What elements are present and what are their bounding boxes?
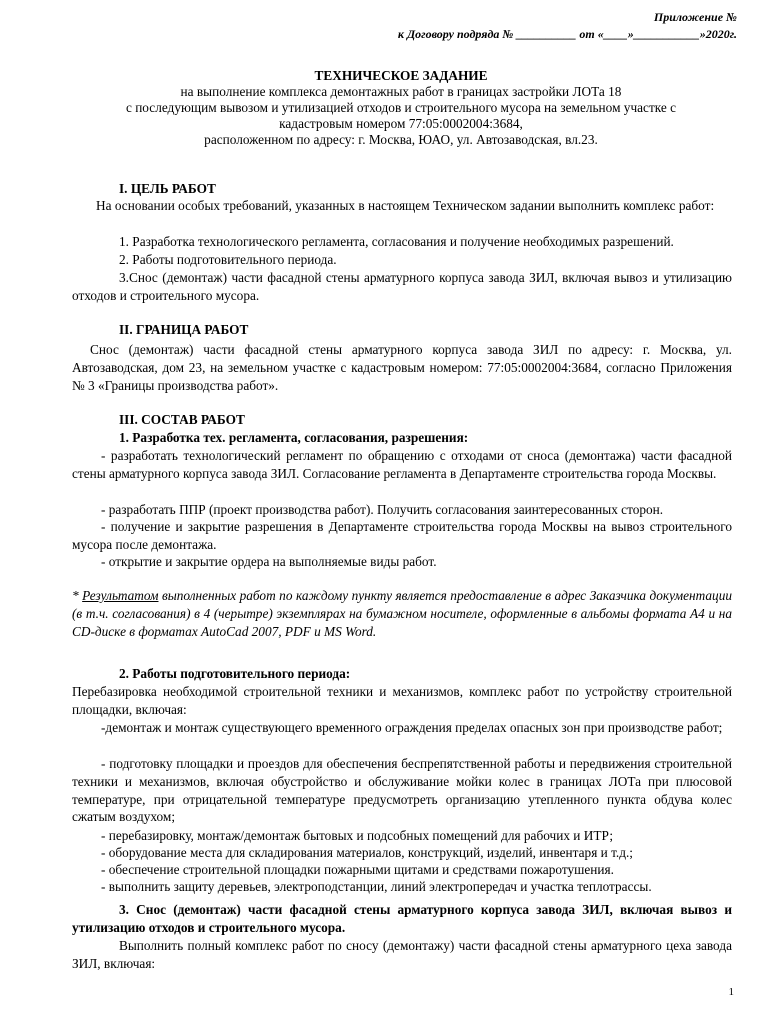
subsection-2-item-1: -демонтаж и монтаж существующего временного ограждения пределах опасных зон при производстве работ; xyxy=(101,720,723,735)
appendix-label: Приложение № xyxy=(653,10,737,24)
title-line-3: кадастровым номером 77:05:0002004:3684, xyxy=(279,116,523,131)
title-line-1: на выполнение комплекса демонтажных работ в границах застройки ЛОТа 18 xyxy=(180,84,622,99)
result-note xyxy=(72,587,732,640)
subsection-1-bullet-1: - разработать технологический регламент по обращению с отходами от сноса (демонтажа) части фасадной стены арматурного корпуса завода ЗИЛ. Согласование регламента в Департаменте строительства города Москвы. xyxy=(72,448,732,481)
result-note-underlined: Результатом xyxy=(82,588,159,603)
section-1-item-3: 3.Снос (демонтаж) части фасадной стены арматурного корпуса завода ЗИЛ, включая вывоз и утилизацию отходов и строительного мусора. xyxy=(72,270,732,303)
page-number: 1 xyxy=(728,986,734,998)
section-3-heading: III. СОСТАВ РАБОТ xyxy=(119,412,245,427)
subsection-1-bullet-4: - открытие и закрытие ордера на выполняемые виды работ. xyxy=(101,554,437,569)
subsection-1-bullet-2: - разработать ППР (проект производства работ). Получить согласования заинтересованных сторон. xyxy=(101,502,664,517)
subsection-2-heading: 2. Работы подготовительного периода: xyxy=(119,666,351,681)
subsection-2-item-4: - оборудование места для складирования материалов, конструкций, изделий, инвентаря и т.д.; xyxy=(101,845,633,860)
contract-reference: к Договору подряда № __________ от «____»___________»2020г. xyxy=(397,27,737,41)
subsection-1-heading: 1. Разработка тех. регламента, согласования, разрешения: xyxy=(119,430,469,445)
subsection-2-item-2: - подготовку площадки и проездов для обеспечения беспрепятственной работы и передвижения строительной техники и механизмов, включая обустройство и обслуживание мойки колес в границах ЛОТа при плюсовой температуре, при отрицательной температуре предусмотреть организацию утепленного пункта обдува колес сжатым воздухом; xyxy=(72,756,732,825)
title-line-2: с последующим вывозом и утилизацией отходов и строительного мусора на земельном участке с xyxy=(125,100,677,115)
section-2-text: Снос (демонтаж) части фасадной стены арматурного корпуса завода ЗИЛ по адресу: г. Москва, ул. Автозаводская, дом 23, на земельном участке с кадастровым номером: 77:05:0002004:3684, согласно Приложения № 3 «Границы производства работ». xyxy=(72,342,732,393)
subsection-3-text: Выполнить полный комплекс работ по сносу (демонтажу) части фасадной стены арматурного цеха завода ЗИЛ, включая: xyxy=(72,938,732,971)
result-note-star: * xyxy=(72,588,79,603)
result-note-text: выполненных работ по каждому пункту является предоставление в адрес Заказчика документации (в т.ч. согласования) в 4 (черытре) экземплярах на бумажном носителе, оформленные в альбомы формата А4 и на CD-диске в форматах AutoCad 2007, PDF и MS Word. xyxy=(72,588,733,639)
document-title: ТЕХНИЧЕСКОЕ ЗАДАНИЕ xyxy=(314,68,488,83)
subsection-2-intro: Перебазировка необходимой строительной техники и механизмов, комплекс работ по устройству строительной площадки, включая: xyxy=(72,684,732,717)
subsection-1-bullet-3: - получение и закрытие разрешения в Департаменте строительства города Москвы на вывоз строительного мусора после демонтажа. xyxy=(72,519,732,552)
section-2-heading: II. ГРАНИЦА РАБОТ xyxy=(119,322,249,337)
subsection-2-item-3: - перебазировку, монтаж/демонтаж бытовых и подсобных помещений для рабочих и ИТР; xyxy=(101,828,614,843)
section-1-item-1: 1. Разработка технологического регламента, согласования и получение необходимых разрешений. xyxy=(119,234,674,249)
section-1-item-2: 2. Работы подготовительного периода. xyxy=(119,252,337,267)
subsection-2-item-6: - выполнить защиту деревьев, электроподстанции, линий электропередач и участка теплотрассы. xyxy=(101,879,652,894)
subsection-3-heading: 3. Снос (демонтаж) части фасадной стены арматурного корпуса завода ЗИЛ, включая вывоз и утилизацию отходов и строительного мусора. xyxy=(72,902,732,935)
subsection-2-item-5: - обеспечение строительной площадки пожарными щитами и средствами пожаротушения. xyxy=(101,862,614,877)
title-line-4: расположенном по адресу: г. Москва, ЮАО, ул. Автозаводская, вл.23. xyxy=(204,132,598,147)
section-1-intro: На основании особых требований, указанных в настоящем Техническом задании выполнить комплекс работ: xyxy=(96,198,715,213)
section-1-heading: I. ЦЕЛЬ РАБОТ xyxy=(119,181,216,196)
